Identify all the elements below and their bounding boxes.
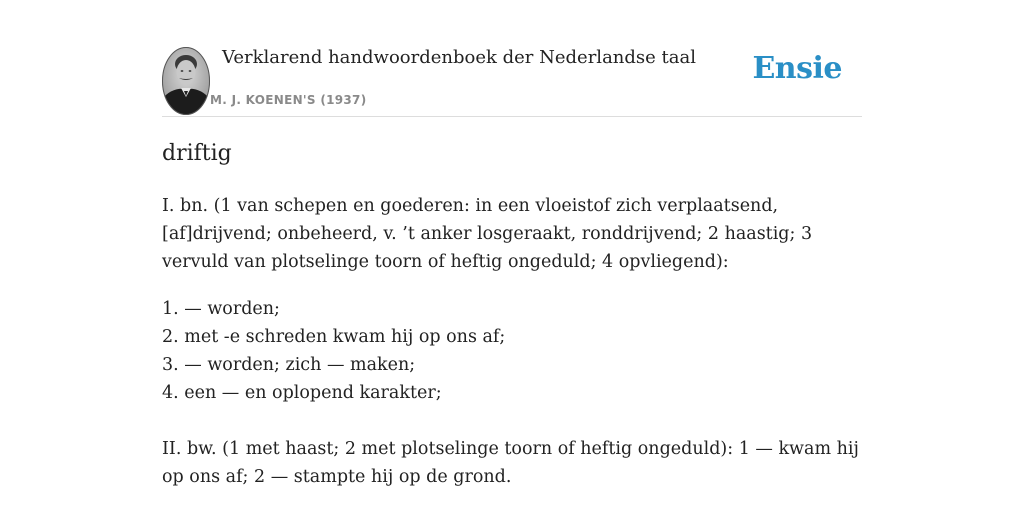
example-item: 2. met -e schreden kwam hij op ons af; [162,327,506,347]
page [162,0,862,487]
ensie-logo-link[interactable]: Ensie [752,51,842,86]
entry-adverb-definition: II. bw. (1 met haast; 2 met plotselinge toorn of heftig ongeduld): 1 — kwam hij op ons af; 2 — stampte hij op de grond. [162,439,859,487]
example-item: 3. — worden; zich — maken; [162,355,416,375]
author-portrait-icon [162,47,210,115]
entry-headword: driftig [162,141,232,166]
example-item: 1. — worden; [162,299,280,319]
header [162,0,862,117]
entry-definition: I. bn. (1 van schepen en goederen: in een vloeistof zich verplaatsend, [af]drijvend; onbeheerd, v. ’t anker losgeraakt, ronddrijvend; 2 haastig; 3 vervuld van plotselinge toorn of heftig ongeduld; 4 opvliegend): [162,196,813,272]
example-list [162,295,862,407]
dictionary-title: Verklarend handwoordenboek der Nederlandse taal [222,47,696,68]
example-item: 4. een — en oplopend karakter; [162,383,442,403]
dictionary-author: M. J. KOENEN'S (1937) [210,93,367,107]
